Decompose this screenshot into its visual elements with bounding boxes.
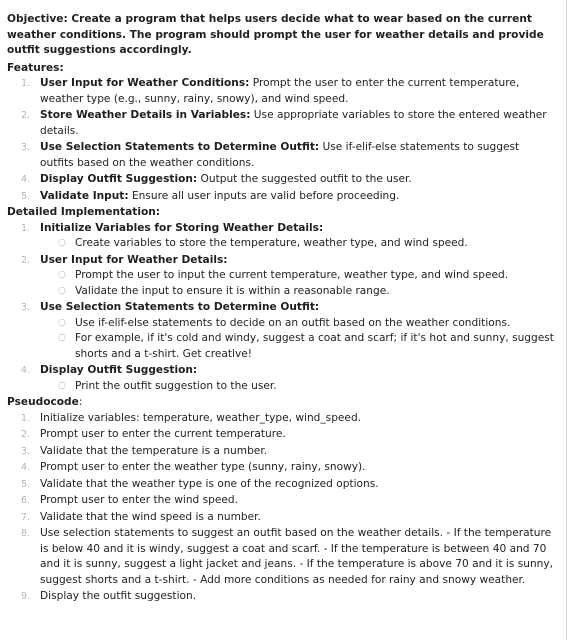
item-lead: Store Weather Details in Variables: <box>40 109 251 121</box>
item-text: Prompt the user to enter the current temperature, weather type (e.g., sunny, rainy, snowy), and wind speed. <box>40 77 520 105</box>
sub-list <box>40 379 556 395</box>
list-item <box>21 510 556 526</box>
list-number: 3. <box>21 142 31 153</box>
item-text: Use selection statements to suggest an outfit based on the weather details. - If the temperature is below 40 and it is windy, suggest a coat and scarf. - If the temperature is between 40 and 70 and it is sunny, suggest a light jacket and jeans. - If the temperature is above 70 and it is sunny, suggest shorts and a t-shirt. - Add more conditions as needed for rainy and snowy weather. <box>40 527 554 586</box>
list-item <box>21 363 556 394</box>
list-number: 6. <box>21 495 31 506</box>
item-lead: User Input for Weather Details: <box>40 253 228 266</box>
item-lead: Validate Input: <box>40 189 129 202</box>
item-lead: User Input for Weather Conditions: <box>40 77 250 89</box>
sub-item-text: Create variables to store the temperature, weather type, and wind speed. <box>75 237 468 249</box>
list-item <box>21 444 556 460</box>
list-number: 8. <box>21 528 31 539</box>
item-text: Use appropriate variables to store the entered weather details. <box>40 109 547 137</box>
item-lead: Use Selection Statements to Determine Outfit: <box>40 301 320 313</box>
sub-item <box>58 268 556 284</box>
list-item <box>21 253 556 300</box>
list-number: 5. <box>21 478 31 490</box>
sub-item <box>58 316 556 332</box>
list-number: 9. <box>21 591 31 602</box>
list-item <box>21 526 556 588</box>
item-lead: Use Selection Statements to Determine Outfit: <box>40 141 320 153</box>
item-text: Validate that the weather type is one of the recognized options. <box>40 477 379 490</box>
item-text: Prompt user to enter the wind speed. <box>40 494 239 506</box>
sub-item <box>58 379 556 395</box>
pseudocode-heading <box>7 395 556 411</box>
features-list <box>7 76 556 204</box>
features-heading: Features: <box>7 61 64 74</box>
sub-list <box>40 316 556 363</box>
list-number: 4. <box>21 462 31 473</box>
item-lead: Display Outfit Suggestion: <box>40 173 198 185</box>
list-number: 4. <box>21 365 31 376</box>
detailed-heading: Detailed Implementation: <box>7 206 161 218</box>
item-text: Output the suggested outfit to the user. <box>197 173 412 185</box>
sub-item <box>58 284 556 300</box>
item-text: Validate that the temperature is a number. <box>40 444 268 457</box>
sub-list <box>40 236 556 252</box>
item-text: Validate that the wind speed is a number. <box>40 510 261 523</box>
item-text: Use if-elif-else statements to suggest outfits based on the weather conditions. <box>40 141 520 169</box>
item-text: Prompt user to enter the weather type (sunny, rainy, snowy). <box>40 461 366 473</box>
pseudocode-heading-colon: : <box>78 396 83 408</box>
list-item <box>21 108 556 139</box>
sub-item-text: Print the outfit suggestion to the user. <box>75 379 277 392</box>
list-item <box>21 427 556 443</box>
pseudocode-list <box>7 411 556 605</box>
list-number: 1. <box>21 78 31 89</box>
circle-bullet-icon: ○ <box>58 380 66 391</box>
item-lead: Display Outfit Suggestion: <box>40 364 198 376</box>
circle-bullet-icon: ○ <box>58 333 66 343</box>
sub-item-text: Validate the input to ensure it is within a reasonable range. <box>75 284 390 297</box>
pseudocode-heading-text: Pseudocode <box>7 396 79 408</box>
list-number: 2. <box>21 254 31 266</box>
list-number: 1. <box>21 222 31 234</box>
list-item <box>21 460 556 476</box>
list-item <box>21 140 556 171</box>
list-item <box>21 300 556 362</box>
list-number: 4. <box>21 174 31 185</box>
list-item <box>21 493 556 509</box>
list-item <box>21 76 556 107</box>
list-item <box>21 189 556 205</box>
list-item <box>21 221 556 252</box>
sub-item-text: Prompt the user to input the current temperature, weather type, and wind speed. <box>75 269 509 281</box>
list-number: 2. <box>21 429 31 440</box>
item-lead: Initialize Variables for Storing Weather Details: <box>40 221 324 234</box>
list-number: 5. <box>21 190 31 202</box>
list-item <box>21 411 556 427</box>
objective-text: Objective: Create a program that helps users decide what to wear based on the current weather conditions. The program should prompt the user for weather details and provide outfit suggestions accordingly. <box>7 13 544 56</box>
sub-item <box>58 331 556 362</box>
circle-bullet-icon: ○ <box>58 317 66 328</box>
list-number: 3. <box>21 302 31 313</box>
list-number: 7. <box>21 511 31 523</box>
sub-list <box>40 268 556 299</box>
list-item <box>21 172 556 188</box>
detailed-list <box>7 221 556 395</box>
sub-item-text: Use if-elif-else statements to decide on an outfit based on the weather conditions. <box>75 316 511 329</box>
item-text: Initialize variables: temperature, weather_type, wind_speed. <box>40 411 362 424</box>
circle-bullet-icon: ○ <box>58 270 66 280</box>
circle-bullet-icon: ○ <box>58 285 66 296</box>
list-number: 2. <box>21 110 31 121</box>
list-number: 3. <box>21 445 31 457</box>
list-item <box>21 477 556 493</box>
sub-item-text: For example, if it's cold and windy, suggest a coat and scarf; if it's hot and sunny, suggest shorts and a t-shirt. Get creative! <box>75 332 554 360</box>
sub-item <box>58 236 556 252</box>
item-text: Display the outfit suggestion. <box>40 590 197 602</box>
item-text: Ensure all user inputs are valid before proceeding. <box>128 189 400 202</box>
list-number: 1. <box>21 412 31 424</box>
circle-bullet-icon: ○ <box>58 238 66 248</box>
list-item <box>21 589 556 605</box>
item-text: Prompt user to enter the current temperature. <box>40 428 286 440</box>
